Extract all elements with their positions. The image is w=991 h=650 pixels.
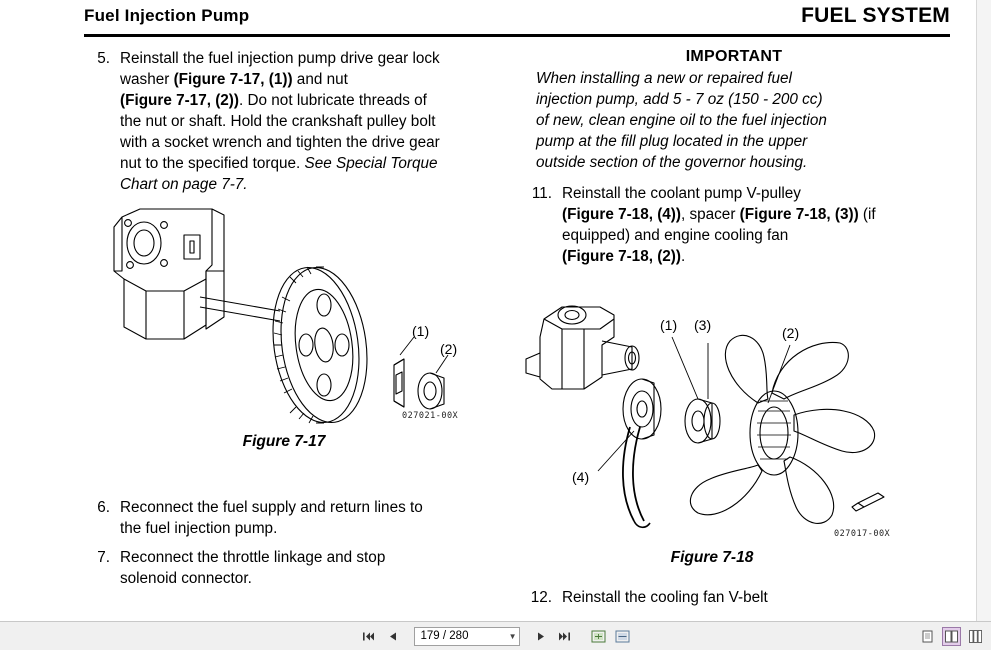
important-line1: When installing a new or repaired fuel [536,70,792,87]
step-5-line1: Reinstall the fuel injection pump drive gear lock [120,50,440,67]
previous-page-icon[interactable] [384,627,402,645]
step-11-number: 11. [531,185,552,202]
step-11-text [562,183,932,267]
step-11-figref-4: (Figure 7-18, (4)) [562,206,681,223]
step-7-line2: solenoid connector. [120,570,252,587]
continuous-view-icon[interactable] [966,627,985,646]
important-title: IMPORTANT [685,48,783,65]
step-5-line5: with a socket wrench and tighten the drive gear [120,134,440,151]
page-scrollbar[interactable] [976,0,991,621]
figure-7-17-callout-1: (1) [412,323,430,339]
right-column [522,48,932,614]
step-11-line1: Reinstall the coolant pump V-pulley [562,185,801,202]
step-11-line3: equipped) and engine cooling fan [562,227,789,244]
step-6-line1: Reconnect the fuel supply and return lines to [120,499,423,516]
step-5-line3c: . Do not lubricate threads of [239,92,427,109]
left-column [84,48,494,595]
page-number-select[interactable] [414,627,520,646]
fit-page-glyph [591,630,606,643]
header-divider [84,34,950,37]
figure-7-17-caption: Figure 7-17 [242,433,326,450]
figure-7-18-part-code: 027017-00X [834,529,891,539]
step-11-figref-2: (Figure 7-18, (2)) [562,248,681,265]
step-12-number: 12. [530,589,552,606]
figure-7-18-callout-3: (3) [694,317,712,333]
view-mode-controls [918,622,985,650]
step-5-torque-ref-1: See Special Torque [304,155,438,172]
important-line3: of new, clean engine oil to the fuel injection [536,112,827,129]
step-11-line2e: (if [858,206,876,223]
step-5-line2c: and nut [292,71,348,88]
step-5-number: 5. [97,50,110,67]
figure-7-18-caption: Figure 7-18 [670,549,754,566]
important-note [522,48,932,173]
previous-page-glyph [387,631,399,642]
step-6-line2: the fuel injection pump. [120,520,278,537]
step-5-line4: the nut or shaft. Hold the crankshaft pulley bolt [120,113,436,130]
pdf-toolbar [0,621,991,650]
step-7-number: 7. [97,549,110,566]
step-5 [84,48,494,195]
chevron-down-icon[interactable]: ▼ [508,631,517,641]
pagination-controls [360,627,632,646]
figure-7-17 [84,205,494,475]
step-5-line2a: washer [120,71,174,88]
step-6 [84,497,494,539]
facing-page-view-glyph [945,630,958,643]
figure-7-18-illustration [522,281,932,556]
next-page-glyph [535,631,547,642]
important-line2: injection pump, add 5 - 7 oz (150 - 200 cc) [536,91,823,108]
step-5-text [120,48,494,195]
page-number-value: 179 / 280 [420,630,469,642]
step-5-torque-ref-2: Chart on page 7-7. [120,176,248,193]
figure-7-17-part-code: 027021-00X [402,411,459,421]
first-page-glyph [362,631,375,642]
figure-7-18-callout-4: (4) [572,469,590,485]
step-6-text [120,497,494,539]
step-12-text: Reinstall the cooling fan V-belt [562,589,768,606]
continuous-view-glyph [969,630,982,643]
important-line5: outside section of the governor housing. [536,154,808,171]
single-page-view-icon[interactable] [918,627,937,646]
step-5-figref-2: (Figure 7-17, (2)) [120,92,239,109]
step-11 [522,183,932,267]
single-page-view-glyph [922,630,933,643]
step-11-line2c: , spacer [681,206,740,223]
step-7 [84,547,494,589]
figure-7-18-callout-2: (2) [782,325,800,341]
fit-page-icon[interactable] [590,627,608,645]
first-page-icon[interactable] [360,627,378,645]
important-body [536,68,932,173]
step-7-line1: Reconnect the throttle linkage and stop [120,549,386,566]
header-chapter-title: FUEL SYSTEM [801,4,950,27]
step-11-line4c: . [681,248,686,265]
next-page-icon[interactable] [532,627,550,645]
step-6-number: 6. [97,499,110,516]
step-11-figref-3: (Figure 7-18, (3)) [739,206,859,223]
figure-7-18-callout-1: (1) [660,317,678,333]
last-page-glyph [558,631,571,642]
last-page-icon[interactable] [556,627,574,645]
step-5-line6: nut to the specified torque. [120,155,305,172]
facing-page-view-icon[interactable] [942,627,961,646]
figure-7-17-callout-2: (2) [440,341,458,357]
fit-width-glyph [615,630,630,643]
important-line4: pump at the fill plug located in the upper [536,133,808,150]
header-section-title: Fuel Injection Pump [84,6,250,25]
step-12 [522,587,932,608]
fit-width-icon[interactable] [614,627,632,645]
figure-7-18 [522,281,932,581]
step-7-text [120,547,494,589]
step-5-figref-1: (Figure 7-17, (1)) [173,71,293,88]
page-header [70,6,950,36]
